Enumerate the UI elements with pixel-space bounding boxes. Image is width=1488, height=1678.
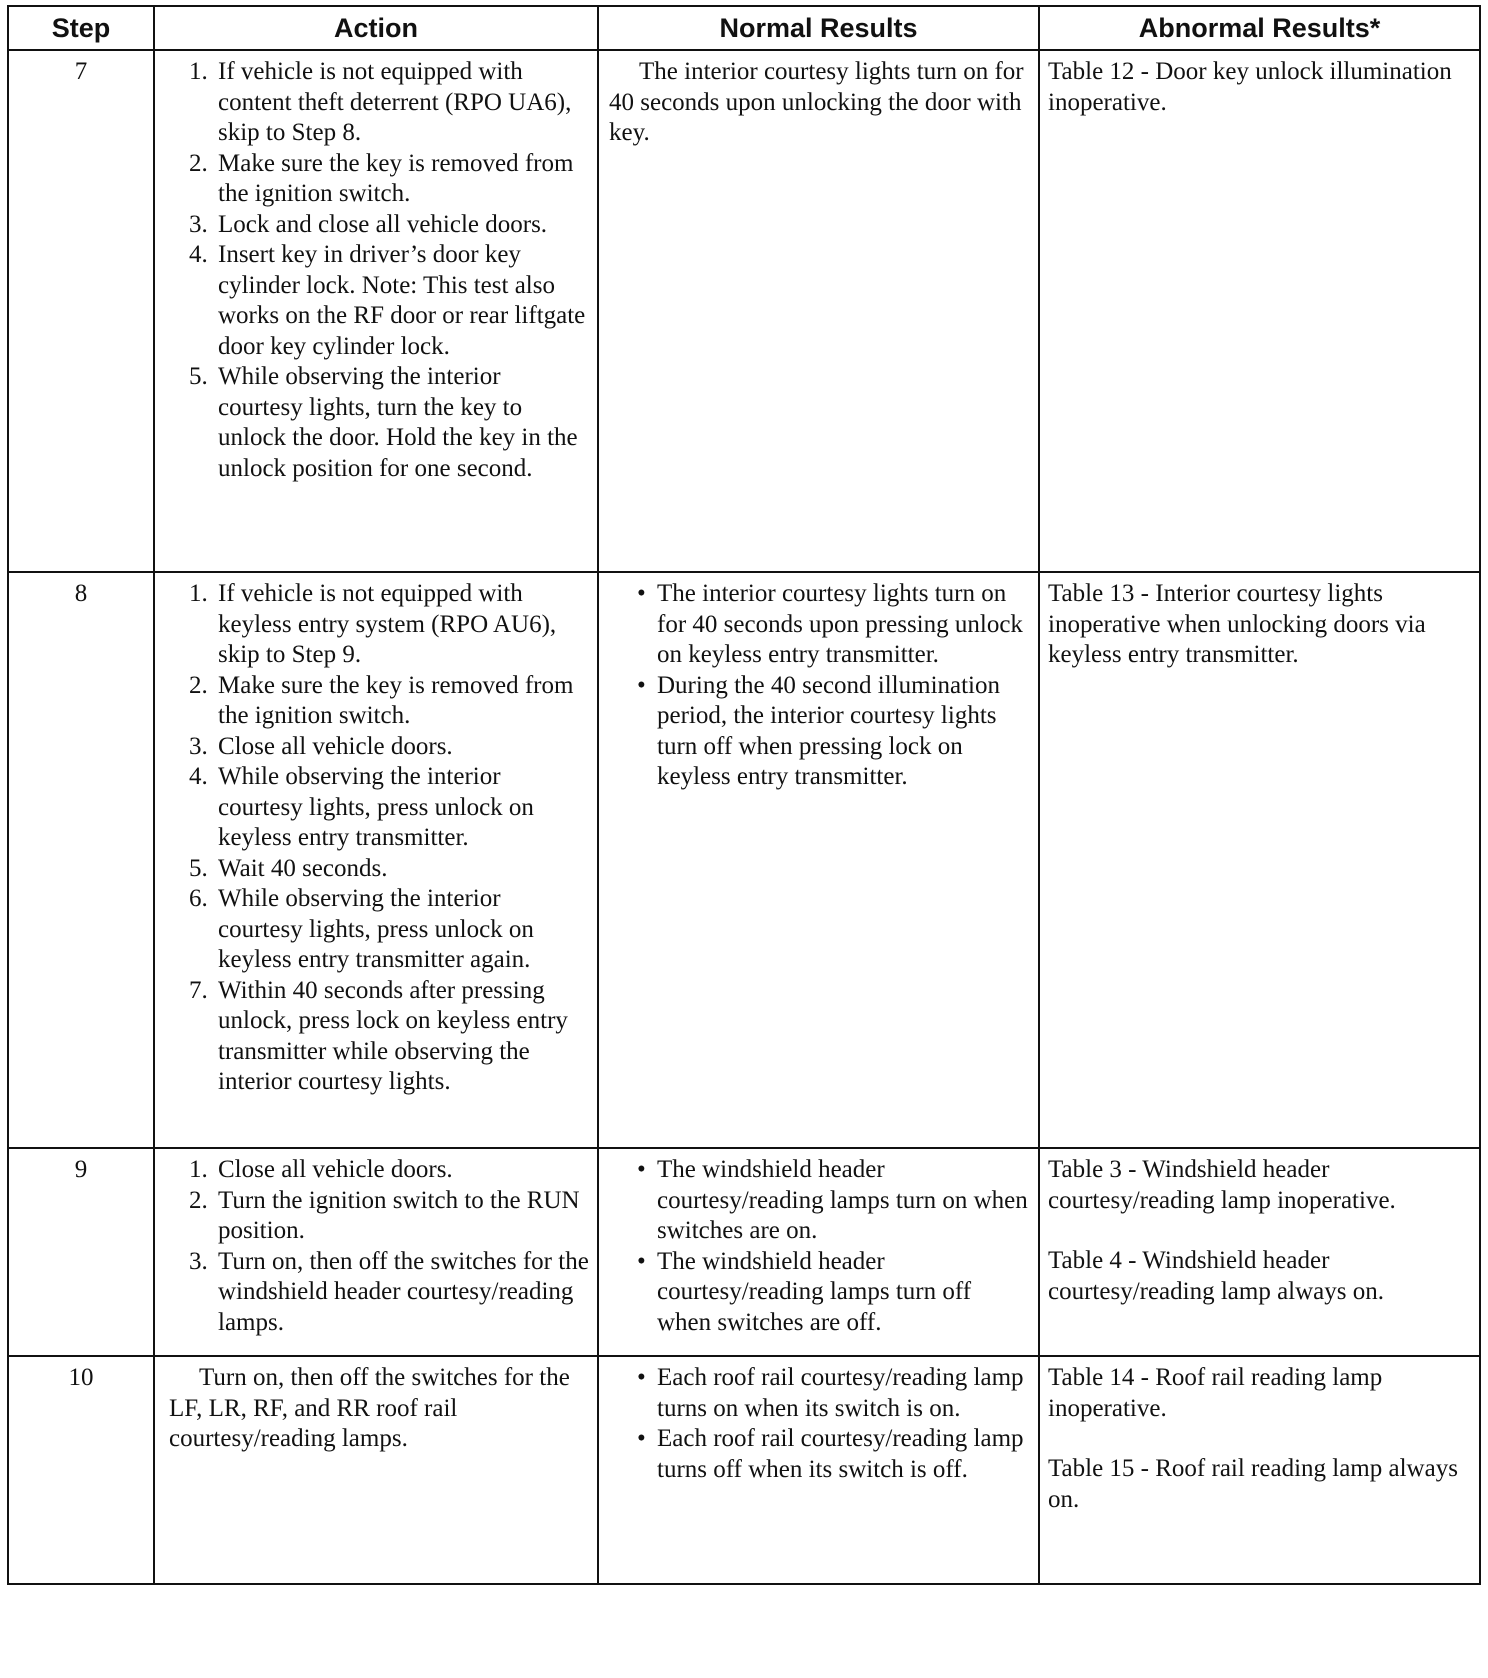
action-step	[169, 210, 589, 241]
action-cell	[154, 50, 598, 572]
step-number: 7	[8, 50, 154, 572]
action-step-text: Within 40 seconds after pressing unlock, press lock on keyless entry transmitter while observing the interior courtesy lights.	[218, 976, 568, 1095]
action-step-number: 1.	[189, 580, 208, 607]
action-step-number: 4.	[189, 763, 208, 790]
abnormal-result-reference: Table 4 - Windshield header courtesy/reading lamp always on.	[1048, 1247, 1385, 1305]
action-step-text: Close all vehicle doors.	[218, 1156, 453, 1183]
table-row-step-7	[8, 50, 1480, 572]
normal-results-cell	[598, 1356, 1039, 1584]
normal-result-item	[609, 1363, 1030, 1424]
action-step-number: 2.	[189, 1186, 208, 1214]
step-number: 9	[8, 1148, 154, 1356]
abnormal-results-cell	[1039, 1148, 1480, 1356]
action-step	[169, 579, 589, 671]
header-normal-results: Normal Results	[598, 6, 1039, 50]
action-step	[169, 149, 589, 210]
action-step-number: 2.	[189, 671, 208, 699]
diagnostic-table	[7, 5, 1481, 1585]
table-row-step-10	[8, 1356, 1480, 1584]
abnormal-result-reference: Table 13 - Interior courtesy lights inoperative when unlocking doors via keyless entry transmitter.	[1048, 580, 1426, 668]
action-step	[169, 762, 589, 854]
abnormal-results-cell	[1039, 50, 1480, 572]
normal-result-text: Each roof rail courtesy/reading lamp turns on when its switch is on.	[657, 1364, 1024, 1422]
action-step	[169, 884, 589, 976]
abnormal-result-reference: Table 3 - Windshield header courtesy/reading lamp inoperative.	[1048, 1156, 1396, 1214]
normal-result-text: The windshield header courtesy/reading lamps turn on when switches are on.	[657, 1156, 1028, 1244]
normal-result-text: Each roof rail courtesy/reading lamp turns off when its switch is off.	[657, 1425, 1024, 1483]
abnormal-result-reference: Table 12 - Door key unlock illumination inoperative.	[1048, 58, 1452, 116]
action-steps	[169, 57, 589, 484]
action-cell	[154, 1148, 598, 1356]
normal-result-item	[609, 579, 1030, 671]
action-step	[169, 240, 589, 362]
header-action: Action	[154, 6, 598, 50]
normal-result-text: The interior courtesy lights turn on for 40 seconds upon pressing unlock on keyless entry transmitter.	[657, 580, 1023, 668]
action-step-text: Insert key in driver’s door key cylinder lock. Note: This test also works on the RF door or rear liftgate door key cylinder lock.	[218, 241, 586, 360]
header-abnormal-results: Abnormal Results*	[1039, 6, 1480, 50]
normal-results-list	[609, 579, 1030, 793]
action-cell	[154, 1356, 598, 1584]
action-step-text: While observing the interior courtesy lights, turn the key to unlock the door. Hold the key in the unlock position for one second.	[218, 363, 578, 482]
action-step	[169, 362, 589, 484]
action-step-text: Lock and close all vehicle doors.	[218, 210, 548, 238]
normal-results-list	[609, 1155, 1030, 1338]
action-step-number: 6.	[189, 885, 208, 912]
action-step-number: 5.	[189, 363, 208, 390]
normal-results-cell	[598, 1148, 1039, 1356]
action-step-number: 2.	[189, 149, 208, 177]
action-text: Turn on, then off the switches for the LF, LR, RF, and RR roof rail courtesy/reading lamps.	[169, 1364, 570, 1452]
normal-results-cell	[598, 572, 1039, 1148]
bullet-icon: •	[637, 1247, 646, 1275]
bullet-icon: •	[637, 671, 646, 699]
normal-result-item	[609, 1424, 1030, 1485]
action-step	[169, 1155, 589, 1186]
bullet-icon: •	[637, 580, 646, 607]
normal-result-item	[609, 1247, 1030, 1339]
action-step-number: 3.	[189, 732, 208, 760]
action-step-text: If vehicle is not equipped with keyless entry system (RPO AU6), skip to Step 9.	[218, 580, 557, 668]
table-body	[8, 50, 1480, 1584]
abnormal-result-reference: Table 14 - Roof rail reading lamp inoperative.	[1048, 1364, 1383, 1422]
action-step-text: Close all vehicle doors.	[218, 732, 453, 760]
normal-result-item	[609, 671, 1030, 793]
action-step	[169, 976, 589, 1098]
header-row	[8, 6, 1480, 50]
action-step-number: 1.	[189, 58, 208, 85]
action-step	[169, 854, 589, 885]
table-row-step-8	[8, 572, 1480, 1148]
abnormal-result-reference: Table 15 - Roof rail reading lamp always on.	[1048, 1455, 1458, 1513]
action-step-number: 4.	[189, 241, 208, 268]
normal-results-list	[609, 1363, 1030, 1485]
header-step: Step	[8, 6, 154, 50]
action-step	[169, 57, 589, 149]
table-row-step-9	[8, 1148, 1480, 1356]
bullet-icon: •	[637, 1156, 646, 1183]
action-step-number: 1.	[189, 1156, 208, 1183]
step-number: 8	[8, 572, 154, 1148]
action-step	[169, 1247, 589, 1339]
bullet-icon: •	[637, 1364, 646, 1391]
action-step-text: Turn the ignition switch to the RUN position.	[218, 1186, 580, 1244]
action-steps	[169, 1155, 589, 1338]
step-number: 10	[8, 1356, 154, 1584]
normal-results-cell	[598, 50, 1039, 572]
abnormal-results-cell	[1039, 572, 1480, 1148]
action-step-number: 3.	[189, 1247, 208, 1275]
normal-result-item	[609, 1155, 1030, 1247]
action-cell	[154, 572, 598, 1148]
action-step-text: While observing the interior courtesy lights, press unlock on keyless entry transmitter again.	[218, 885, 534, 973]
action-step	[169, 732, 589, 763]
table-header	[8, 6, 1480, 50]
action-step-text: While observing the interior courtesy lights, press unlock on keyless entry transmitter.	[218, 763, 534, 851]
action-step-number: 7.	[189, 976, 208, 1004]
normal-result-text: The interior courtesy lights turn on for 40 seconds upon unlocking the door with key.	[609, 58, 1024, 146]
action-step-number: 5.	[189, 854, 208, 882]
action-step-number: 3.	[189, 210, 208, 238]
action-steps	[169, 579, 589, 1098]
action-step-text: Make sure the key is removed from the ignition switch.	[218, 671, 574, 729]
normal-result-text: During the 40 second illumination period, the interior courtesy lights turn off when pressing lock on keyless entry transmitter.	[657, 671, 1001, 790]
action-step-text: Wait 40 seconds.	[218, 854, 388, 882]
action-step	[169, 1186, 589, 1247]
action-step-text: Make sure the key is removed from the ignition switch.	[218, 149, 574, 207]
normal-result-text: The windshield header courtesy/reading lamps turn off when switches are off.	[657, 1247, 972, 1336]
bullet-icon: •	[637, 1425, 646, 1452]
abnormal-results-cell	[1039, 1356, 1480, 1584]
action-step-text: If vehicle is not equipped with content theft deterrent (RPO UA6), skip to Step 8.	[218, 58, 572, 146]
action-step-text: Turn on, then off the switches for the windshield header courtesy/reading lamps.	[218, 1247, 589, 1336]
action-step	[169, 671, 589, 732]
